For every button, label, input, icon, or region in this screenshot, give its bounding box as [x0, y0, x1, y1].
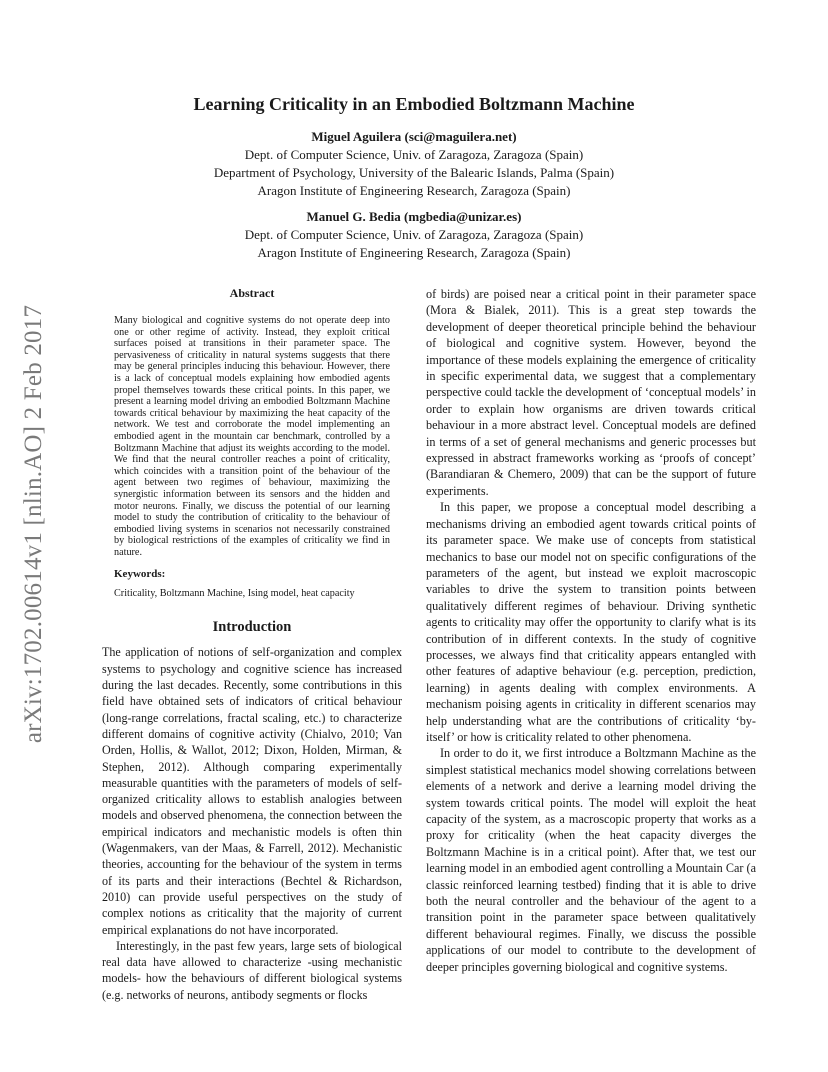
author-list	[0, 128, 828, 262]
author-name: Manuel G. Bedia (mgbedia@unizar.es)	[306, 209, 522, 224]
arxiv-sidebar	[14, 284, 54, 764]
author-affiliation: Aragon Institute of Engineering Research, Zaragoza (Spain)	[257, 245, 571, 260]
abstract-heading: Abstract	[229, 286, 275, 300]
keywords-heading: Keywords:	[114, 568, 166, 581]
author-affiliation: Dept. of Computer Science, Univ. of Zaragoza, Zaragoza (Spain)	[244, 227, 584, 242]
paper-title: Learning Criticality in an Embodied Boltzmann Machine	[193, 94, 635, 114]
abstract-text: Many biological and cognitive systems do not operate deep into one or other regime of activity. Instead, they exploit critical surfaces poised at transitions in their parameter space. The pervasiveness of criticality in natural systems suggests that there may be general principles inducing this behaviour. However, there is a lack of conceptual models explaining how embodied agents propel themselves towards these critical points. In this paper, we present a learning model driving an embodied Boltzmann Machine towards critical behaviour by maximizing the heat capacity of the network. We test and corroborate the model implementing an embodied agent in the mountain car benchmark, controlled by a Boltzmann Machine that adjust its weights according to the model. We find that the neural controller reaches a point of criticality, which coincides with a transition point of the behaviour of the agent between two regimes of behaviour, maximizing the synergistic information between its sensors and the hidden and motor neurons. Finally, we discuss the potential of our learning model to study the contribution of criticality to the behaviour of embodied living systems in scenarios not necessarily constrained by biological restrictions of the examples of criticality we find in nature.	[114, 315, 390, 558]
body-paragraph: Interestingly, in the past few years, large sets of biological real data have allowed to characterize -using mechanistic models- how the behaviours of different biological systems (e.g. networks of neurons, antibody segments or flocks	[102, 938, 402, 1002]
body-paragraph: The application of notions of self-organization and complex systems to psychology and cognitive science has increased during the last decades. Recently, some contributions in this field have obtained sets of indicators of critical behaviour (long-range correlations, fractal scaling, etc.) to characterize different domains of cognitive activity (Chialvo, 2010; Van Orden, Hollis, & Wallot, 2012; Dixon, Holden, Mirman, & Stephen, 2012). Although comparing experimentally measurable quantities with the parameters of models of self-organized criticality allows to establish analogies between models and observed phenomena, the connection between the empirical indicators and mechanistic models is often thin (Wagenmakers, van der Maas, & Farrell, 2012). Mechanistic theories, accounting for the behaviour of the system in terms of its parts and their interactions (Bechtel & Richardson, 2010) can provide useful perspectives on the study of complex notions as criticality that the majority of current empirical explanations do not have incorporated.	[102, 645, 402, 937]
author-affiliation: Department of Psychology, University of the Balearic Islands, Palma (Spain)	[213, 165, 615, 180]
body-paragraph: In order to do it, we first introduce a Boltzmann Machine as the simplest statistical mechanics model showing correlations between elements of a network and derive a learning model driving the system towards critical points. The model will exploit the heat capacity of the system, as a macroscopic property that works as a proxy for criticality (when the heat capacity diverges the Boltzmann Machine is in a critical point). After that, we test our learning model in an embodied agent controlling a Mountain Car (a classic reinforced learning testbed) finding that it is able to drive both the neural controller and the behaviour of the agent to a transition point in the parameter space between qualitatively different behavioural regimes. Finally, we discuss the possible applications of our model to contribute to the development of deeper principles governing biological and cognitive systems.	[426, 746, 756, 974]
author-name: Miguel Aguilera (sci@maguilera.net)	[311, 129, 517, 144]
author-affiliation: Dept. of Computer Science, Univ. of Zaragoza, Zaragoza (Spain)	[244, 147, 584, 162]
left-column	[102, 286, 402, 1003]
body-paragraph: of birds) are poised near a critical point in their parameter space (Mora & Bialek, 2011). This is a great step towards the development of deeper theoretical principle behind the behaviour of biological and cognitive system. However, beyond the importance of these models explaining the emergence of criticality in specific experimental data, we suggest that a complementary perspective could tackle the development of ‘conceptual models’ in order to explain how organisms are driven towards critical behaviour in a more abstract level. Conceptual models are defined in terms of a set of general mechanisms and generic processes but expressed in abstract frameworks working as ‘proofs of concept’ (Barandiaran & Chemero, 2009) that can be the support of future experiments.	[426, 287, 756, 498]
arxiv-identifier: arXiv:1702.00614v1 [nlin.AO] 2 Feb 2017	[20, 304, 47, 744]
keywords-text: Criticality, Boltzmann Machine, Ising model, heat capacity	[114, 588, 355, 600]
body-paragraph: In this paper, we propose a conceptual model describing a mechanisms driving an embodied agent towards critical points of its parameter space. We make use of concepts from statistical mechanics to base our model not on specific configurations of the parameters of the agent, but instead we exploit macroscopic variables to drive the system to transition points between qualitatively different regimes of behaviour. Driving synthetic agents to criticality may offer the opportunity to clarify what is its contribution of in different contexts. In the study of cognitive processes, we always find that criticality appears entangled with other features of adaptive behaviour (e.g. perception, prediction, learning) in agents dealing with complex environments. A mechanism poising agents in criticality in different scenarios may help understanding what are the contributions of criticality ‘by-itself’ or how is criticality related to other phenomena.	[426, 500, 756, 744]
author-block	[0, 128, 828, 200]
author-block	[0, 208, 828, 262]
author-affiliation: Aragon Institute of Engineering Research, Zaragoza (Spain)	[257, 183, 571, 198]
right-column	[426, 286, 756, 975]
introduction-heading: Introduction	[212, 619, 292, 636]
